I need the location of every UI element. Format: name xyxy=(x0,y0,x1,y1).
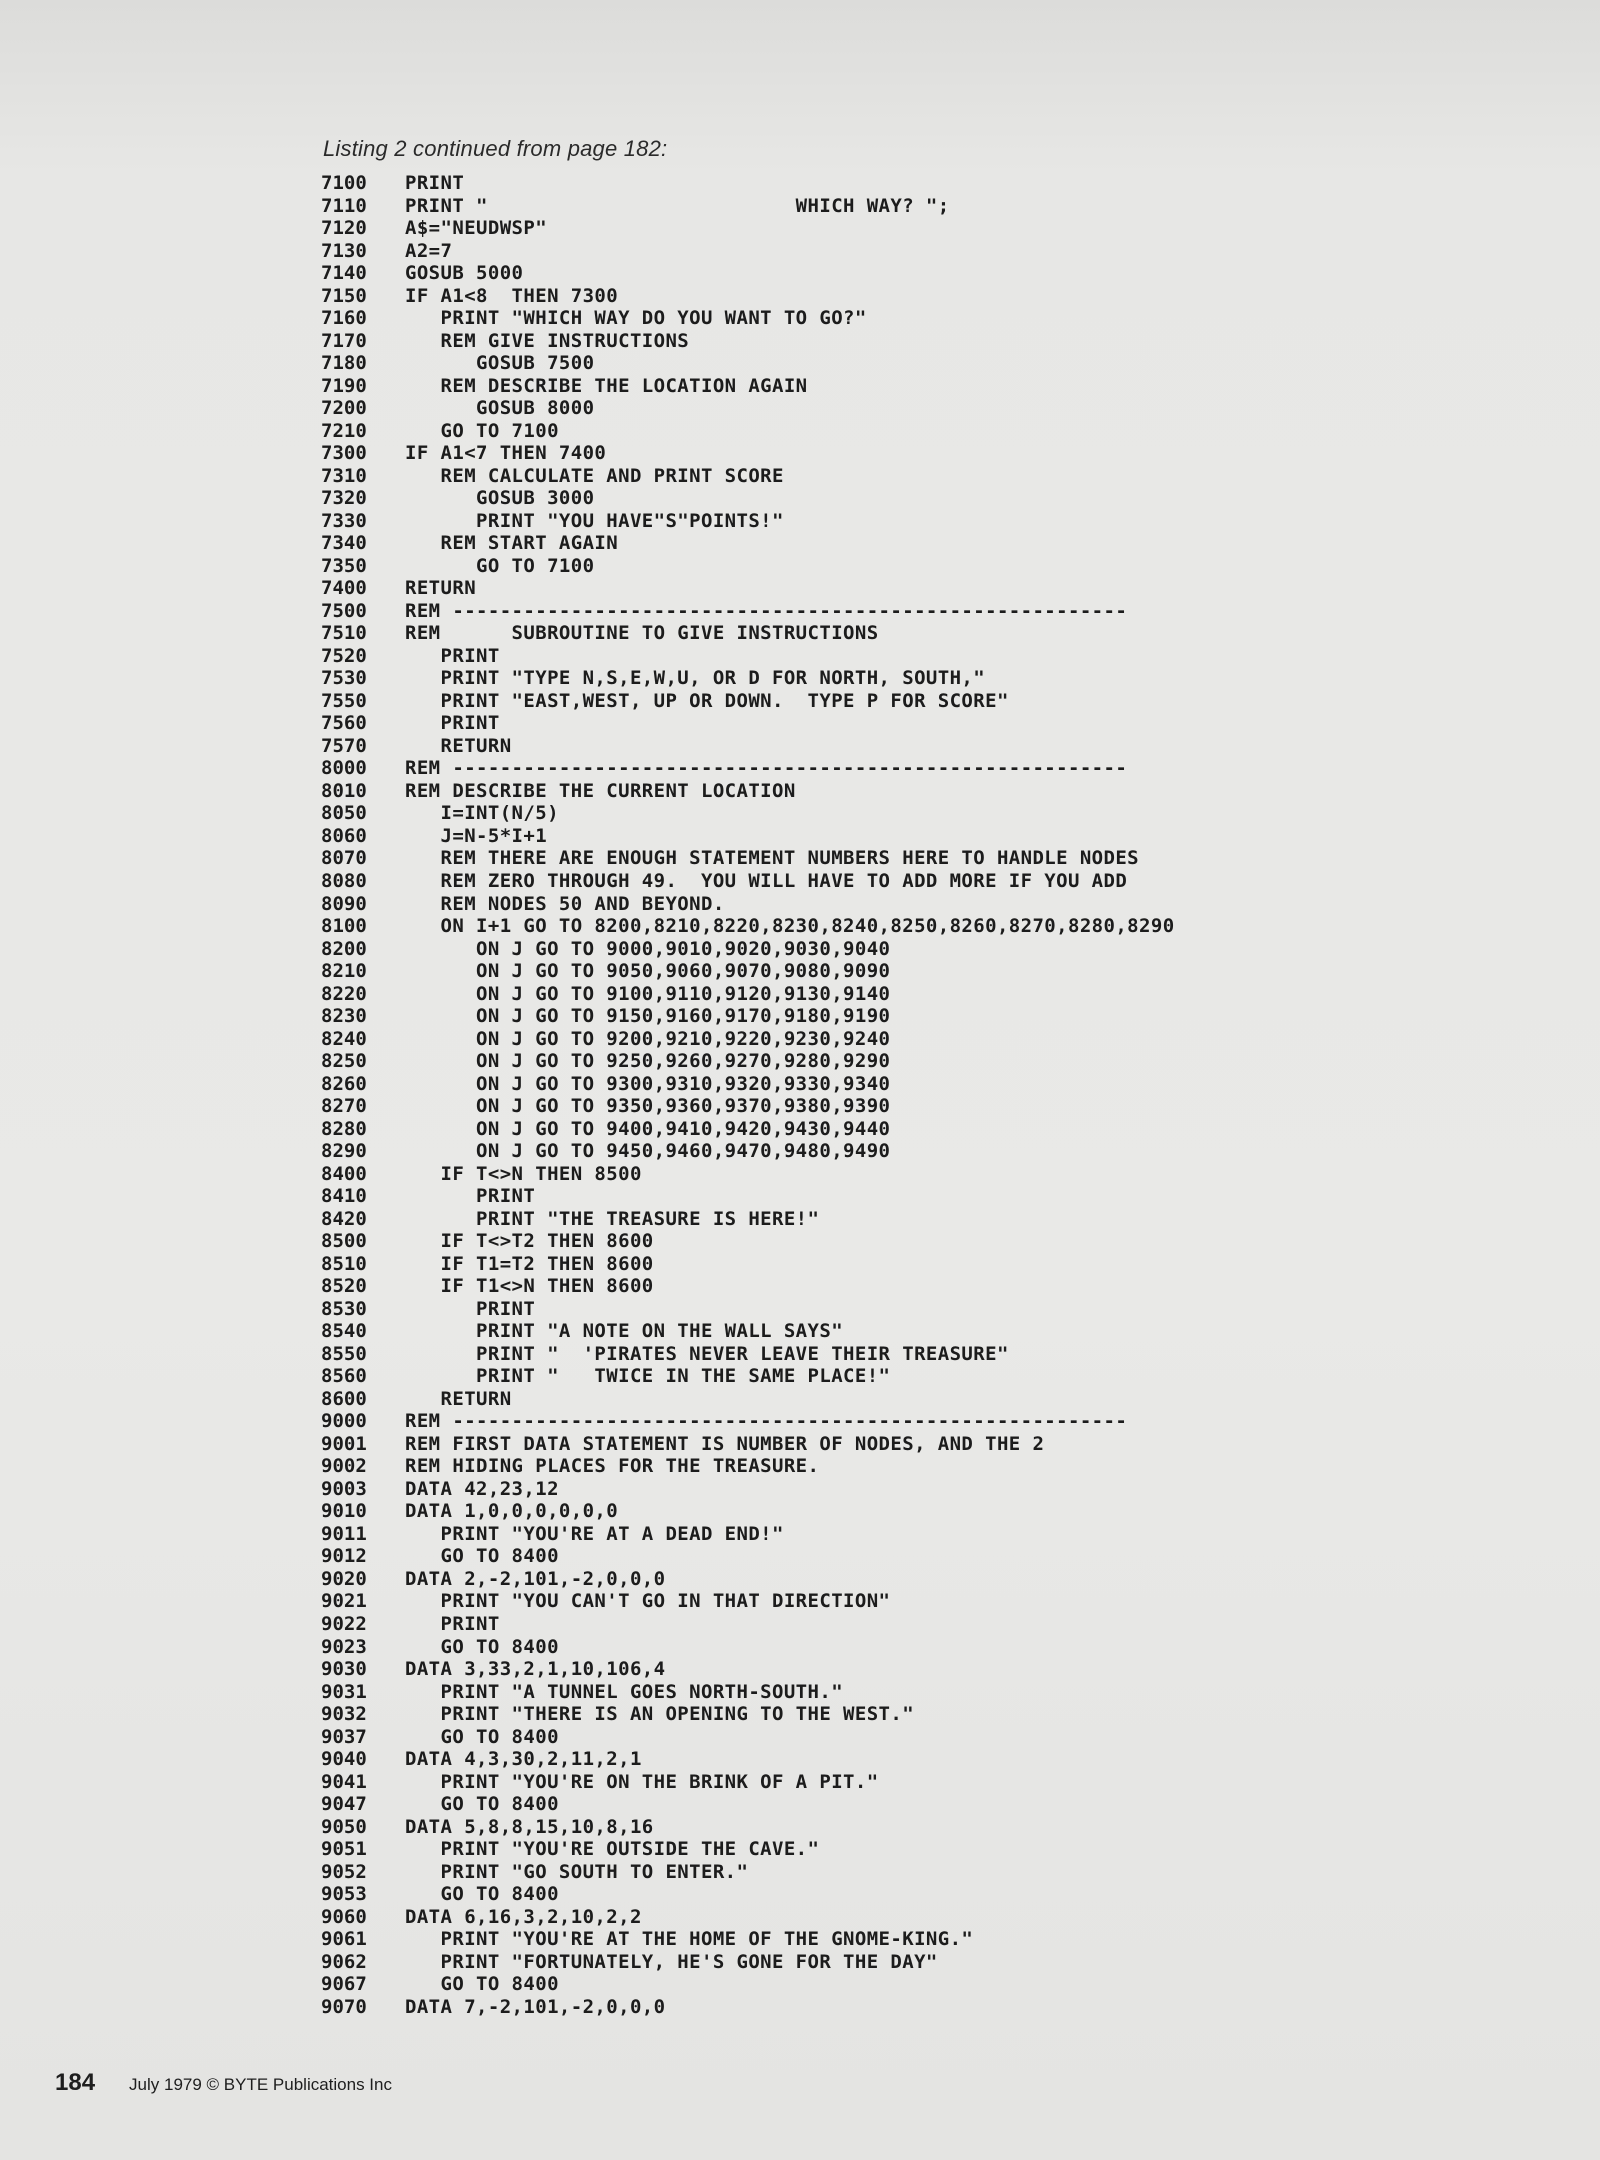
line-number: 7200 xyxy=(321,397,367,420)
line-number: 7560 xyxy=(321,712,367,735)
code-line xyxy=(321,1545,1321,1568)
line-number: 9023 xyxy=(321,1635,367,1658)
code-line xyxy=(321,1073,1321,1096)
code-line xyxy=(321,1320,1321,1343)
statement: DATA 2,-2,101,-2,0,0,0 xyxy=(405,1567,666,1590)
code-line xyxy=(321,712,1321,735)
code-line xyxy=(321,667,1321,690)
statement: REM --------------------------------------------------------- xyxy=(405,1410,1128,1433)
statement: PRINT "GO SOUTH TO ENTER." xyxy=(405,1860,749,1883)
code-line xyxy=(321,1095,1321,1118)
line-number: 9061 xyxy=(321,1928,367,1951)
statement: GO TO 8400 xyxy=(405,1545,559,1568)
line-number: 7180 xyxy=(321,352,367,375)
code-line xyxy=(321,375,1321,398)
statement: REM --------------------------------------------------------- xyxy=(405,599,1128,622)
line-number: 7350 xyxy=(321,554,367,577)
line-number: 8070 xyxy=(321,847,367,870)
line-number: 8540 xyxy=(321,1320,367,1343)
statement: GOSUB 3000 xyxy=(405,487,595,510)
line-number: 9040 xyxy=(321,1748,367,1771)
statement: REM FIRST DATA STATEMENT IS NUMBER OF NODES, AND THE 2 xyxy=(405,1432,1045,1455)
statement: REM GIVE INSTRUCTIONS xyxy=(405,329,690,352)
code-line xyxy=(321,847,1321,870)
statement: PRINT "YOU'RE AT A DEAD END!" xyxy=(405,1522,784,1545)
code-line xyxy=(321,802,1321,825)
code-line xyxy=(321,1050,1321,1073)
line-number: 8080 xyxy=(321,869,367,892)
line-number: 8240 xyxy=(321,1027,367,1050)
code-line xyxy=(321,555,1321,578)
statement: PRINT "YOU CAN'T GO IN THAT DIRECTION" xyxy=(405,1590,891,1613)
line-number: 9070 xyxy=(321,1995,367,2018)
line-number: 8600 xyxy=(321,1387,367,1410)
code-line xyxy=(321,1343,1321,1366)
line-number: 7520 xyxy=(321,644,367,667)
line-number: 7120 xyxy=(321,217,367,240)
statement: IF T<>N THEN 8500 xyxy=(405,1162,642,1185)
statement: ON J GO TO 9400,9410,9420,9430,9440 xyxy=(405,1117,891,1140)
code-line xyxy=(321,172,1321,195)
code-line xyxy=(321,195,1321,218)
code-line xyxy=(321,645,1321,668)
line-number: 7110 xyxy=(321,194,367,217)
code-line xyxy=(321,487,1321,510)
code-line xyxy=(321,735,1321,758)
statement: GOSUB 5000 xyxy=(405,262,524,285)
code-line xyxy=(321,1298,1321,1321)
code-line xyxy=(321,442,1321,465)
code-line xyxy=(321,622,1321,645)
statement: REM START AGAIN xyxy=(405,532,619,555)
statement: GO TO 7100 xyxy=(405,554,595,577)
code-line xyxy=(321,262,1321,285)
line-number: 7500 xyxy=(321,599,367,622)
statement: DATA 1,0,0,0,0,0,0 xyxy=(405,1500,619,1523)
code-line xyxy=(321,983,1321,1006)
statement: DATA 6,16,3,2,10,2,2 xyxy=(405,1905,642,1928)
line-number: 9001 xyxy=(321,1432,367,1455)
line-number: 8510 xyxy=(321,1252,367,1275)
line-number: 9003 xyxy=(321,1477,367,1500)
statement: ON J GO TO 9350,9360,9370,9380,9390 xyxy=(405,1095,891,1118)
line-number: 7510 xyxy=(321,622,367,645)
statement: ON J GO TO 9450,9460,9470,9480,9490 xyxy=(405,1140,891,1163)
code-line xyxy=(321,1973,1321,1996)
code-line xyxy=(321,1703,1321,1726)
statement: I=INT(N/5) xyxy=(405,802,559,825)
statement: J=N-5*I+1 xyxy=(405,824,548,847)
line-number: 8520 xyxy=(321,1275,367,1298)
code-line xyxy=(321,960,1321,983)
statement: GOSUB 7500 xyxy=(405,352,595,375)
code-line xyxy=(321,1681,1321,1704)
code-line xyxy=(321,397,1321,420)
publication-credit: July 1979 © BYTE Publications Inc xyxy=(129,2075,392,2094)
line-number: 9067 xyxy=(321,1973,367,1996)
statement: REM HIDING PLACES FOR THE TREASURE. xyxy=(405,1455,820,1478)
code-line xyxy=(321,1906,1321,1929)
line-number: 7320 xyxy=(321,487,367,510)
line-number: 9041 xyxy=(321,1770,367,1793)
statement: IF T<>T2 THEN 8600 xyxy=(405,1230,654,1253)
line-number: 8410 xyxy=(321,1185,367,1208)
statement: REM DESCRIBE THE LOCATION AGAIN xyxy=(405,374,808,397)
statement: ON J GO TO 9250,9260,9270,9280,9290 xyxy=(405,1050,891,1073)
line-number: 9050 xyxy=(321,1815,367,1838)
line-number: 8500 xyxy=(321,1230,367,1253)
code-line xyxy=(321,1771,1321,1794)
statement: PRINT "YOU'RE AT THE HOME OF THE GNOME-KING." xyxy=(405,1928,974,1951)
statement: A$="NEUDWSP" xyxy=(405,217,548,240)
statement: ON J GO TO 9200,9210,9220,9230,9240 xyxy=(405,1027,891,1050)
code-line xyxy=(321,870,1321,893)
statement: PRINT "THE TREASURE IS HERE!" xyxy=(405,1207,820,1230)
code-line xyxy=(321,1028,1321,1051)
statement: DATA 4,3,30,2,11,2,1 xyxy=(405,1748,642,1771)
code-line xyxy=(321,1140,1321,1163)
line-number: 8560 xyxy=(321,1365,367,1388)
code-line xyxy=(321,825,1321,848)
statement: ON J GO TO 9300,9310,9320,9330,9340 xyxy=(405,1072,891,1095)
code-line xyxy=(321,1928,1321,1951)
code-line xyxy=(321,217,1321,240)
code-line xyxy=(321,352,1321,375)
statement: PRINT " WHICH WAY? "; xyxy=(405,194,950,217)
line-number: 9053 xyxy=(321,1883,367,1906)
line-number: 8100 xyxy=(321,915,367,938)
statement: REM ZERO THROUGH 49. YOU WILL HAVE TO ADD MORE IF YOU ADD xyxy=(405,869,1128,892)
line-number: 9032 xyxy=(321,1703,367,1726)
code-line xyxy=(321,330,1321,353)
statement: REM SUBROUTINE TO GIVE INSTRUCTIONS xyxy=(405,622,879,645)
statement: PRINT "EAST,WEST, UP OR DOWN. TYPE P FOR SCORE" xyxy=(405,689,1009,712)
statement: ON I+1 GO TO 8200,8210,8220,8230,8240,8250,8260,8270,8280,8290 xyxy=(405,915,1175,938)
code-line xyxy=(321,893,1321,916)
statement: REM NODES 50 AND BEYOND. xyxy=(405,892,725,915)
statement: PRINT "WHICH WAY DO YOU WANT TO GO?" xyxy=(405,307,867,330)
line-number: 8250 xyxy=(321,1050,367,1073)
code-line xyxy=(321,1185,1321,1208)
line-number: 9002 xyxy=(321,1455,367,1478)
statement: PRINT "A NOTE ON THE WALL SAYS" xyxy=(405,1320,844,1343)
line-number: 7140 xyxy=(321,262,367,285)
statement: IF T1=T2 THEN 8600 xyxy=(405,1252,654,1275)
code-listing xyxy=(321,172,1321,2018)
statement: DATA 3,33,2,1,10,106,4 xyxy=(405,1658,666,1681)
line-number: 7550 xyxy=(321,689,367,712)
statement: RETURN xyxy=(405,734,512,757)
line-number: 9022 xyxy=(321,1613,367,1635)
statement: PRINT "YOU'RE OUTSIDE THE CAVE." xyxy=(405,1838,820,1861)
statement: PRINT "A TUNNEL GOES NORTH-SOUTH." xyxy=(405,1680,844,1703)
code-line xyxy=(321,1163,1321,1186)
line-number: 9020 xyxy=(321,1567,367,1590)
page-number: 184 xyxy=(55,2069,96,2096)
statement: GO TO 7100 xyxy=(405,419,559,442)
line-number: 9052 xyxy=(321,1860,367,1883)
statement: PRINT xyxy=(405,712,500,735)
line-number: 8060 xyxy=(321,824,367,847)
statement: A2=7 xyxy=(405,239,453,262)
line-number: 9000 xyxy=(321,1410,367,1433)
line-number: 8230 xyxy=(321,1005,367,1028)
code-line xyxy=(321,1230,1321,1253)
statement: RETURN xyxy=(405,577,477,600)
code-line xyxy=(321,1636,1321,1659)
line-number: 8260 xyxy=(321,1072,367,1095)
line-number: 7340 xyxy=(321,532,367,555)
code-line xyxy=(321,285,1321,308)
code-line xyxy=(321,690,1321,713)
code-line xyxy=(321,465,1321,488)
line-number: 7570 xyxy=(321,734,367,757)
code-line xyxy=(321,510,1321,533)
statement: DATA 42,23,12 xyxy=(405,1477,559,1500)
code-line xyxy=(321,1365,1321,1388)
code-line xyxy=(321,915,1321,938)
statement: PRINT "YOU'RE ON THE BRINK OF A PIT." xyxy=(405,1770,879,1793)
code-line xyxy=(321,1208,1321,1231)
statement: GO TO 8400 xyxy=(405,1793,559,1816)
line-number: 9047 xyxy=(321,1793,367,1816)
line-number: 8220 xyxy=(321,982,367,1005)
statement: PRINT "THERE IS AN OPENING TO THE WEST." xyxy=(405,1703,915,1726)
line-number: 9037 xyxy=(321,1725,367,1748)
code-line xyxy=(321,1005,1321,1028)
line-number: 7210 xyxy=(321,419,367,442)
statement: PRINT xyxy=(405,172,465,194)
page-footer xyxy=(55,2069,392,2097)
line-number: 8210 xyxy=(321,960,367,983)
line-number: 7400 xyxy=(321,577,367,600)
line-number: 9060 xyxy=(321,1905,367,1928)
statement: IF A1<8 THEN 7300 xyxy=(405,284,619,307)
code-line xyxy=(321,420,1321,443)
line-number: 7330 xyxy=(321,509,367,532)
code-line xyxy=(321,757,1321,780)
line-number: 7170 xyxy=(321,329,367,352)
line-number: 8290 xyxy=(321,1140,367,1163)
statement: PRINT xyxy=(405,644,500,667)
statement: PRINT " TWICE IN THE SAME PLACE!" xyxy=(405,1365,891,1388)
code-line xyxy=(321,1568,1321,1591)
line-number: 8200 xyxy=(321,937,367,960)
line-number: 9010 xyxy=(321,1500,367,1523)
statement: PRINT " 'PIRATES NEVER LEAVE THEIR TREASURE" xyxy=(405,1342,1009,1365)
statement: IF A1<7 THEN 7400 xyxy=(405,442,607,465)
line-number: 9012 xyxy=(321,1545,367,1568)
code-line xyxy=(321,1658,1321,1681)
code-line xyxy=(321,1388,1321,1411)
statement: REM --------------------------------------------------------- xyxy=(405,757,1128,780)
code-line xyxy=(321,1613,1321,1636)
code-line xyxy=(321,1748,1321,1771)
statement: IF T1<>N THEN 8600 xyxy=(405,1275,654,1298)
statement: ON J GO TO 9150,9160,9170,9180,9190 xyxy=(405,1005,891,1028)
line-number: 7160 xyxy=(321,307,367,330)
code-line xyxy=(321,1951,1321,1974)
code-line xyxy=(321,307,1321,330)
code-line xyxy=(321,1455,1321,1478)
statement: GO TO 8400 xyxy=(405,1635,559,1658)
line-number: 9031 xyxy=(321,1680,367,1703)
line-number: 8050 xyxy=(321,802,367,825)
line-number: 8090 xyxy=(321,892,367,915)
code-line xyxy=(321,1726,1321,1749)
line-number: 8000 xyxy=(321,757,367,780)
statement: PRINT xyxy=(405,1185,536,1208)
code-line xyxy=(321,1816,1321,1839)
line-number: 8400 xyxy=(321,1162,367,1185)
code-line xyxy=(321,1433,1321,1456)
code-line xyxy=(321,1410,1321,1433)
code-line xyxy=(321,1500,1321,1523)
code-line xyxy=(321,780,1321,803)
statement: PRINT "TYPE N,S,E,W,U, OR D FOR NORTH, SOUTH," xyxy=(405,667,986,690)
code-line xyxy=(321,532,1321,555)
statement: ON J GO TO 9000,9010,9020,9030,9040 xyxy=(405,937,891,960)
line-number: 7530 xyxy=(321,667,367,690)
statement: GO TO 8400 xyxy=(405,1973,559,1996)
line-number: 9062 xyxy=(321,1950,367,1973)
code-line xyxy=(321,1883,1321,1906)
code-line xyxy=(321,240,1321,263)
listing-caption: Listing 2 continued from page 182: xyxy=(323,136,668,161)
line-number: 9021 xyxy=(321,1590,367,1613)
line-number: 7130 xyxy=(321,239,367,262)
statement: ON J GO TO 9100,9110,9120,9130,9140 xyxy=(405,982,891,1005)
statement: RETURN xyxy=(405,1387,512,1410)
statement: PRINT "FORTUNATELY, HE'S GONE FOR THE DAY" xyxy=(405,1950,938,1973)
line-number: 8420 xyxy=(321,1207,367,1230)
code-line xyxy=(321,1838,1321,1861)
statement: GO TO 8400 xyxy=(405,1725,559,1748)
line-number: 8550 xyxy=(321,1342,367,1365)
line-number: 8010 xyxy=(321,779,367,802)
code-line xyxy=(321,1861,1321,1884)
statement: REM CALCULATE AND PRINT SCORE xyxy=(405,464,784,487)
statement: DATA 5,8,8,15,10,8,16 xyxy=(405,1815,654,1838)
line-number: 8530 xyxy=(321,1297,367,1320)
code-line xyxy=(321,938,1321,961)
line-number: 7150 xyxy=(321,284,367,307)
code-line xyxy=(321,577,1321,600)
code-line xyxy=(321,1118,1321,1141)
code-line xyxy=(321,1793,1321,1816)
statement: GO TO 8400 xyxy=(405,1883,559,1906)
code-line xyxy=(321,1996,1321,2019)
line-number: 8270 xyxy=(321,1095,367,1118)
code-line xyxy=(321,1478,1321,1501)
statement: PRINT xyxy=(405,1297,536,1320)
code-line xyxy=(321,1253,1321,1276)
line-number: 8280 xyxy=(321,1117,367,1140)
statement: GOSUB 8000 xyxy=(405,397,595,420)
statement: PRINT "YOU HAVE"S"POINTS!" xyxy=(405,509,784,532)
code-line xyxy=(321,1590,1321,1613)
statement: PRINT xyxy=(405,1613,500,1635)
line-number: 9011 xyxy=(321,1522,367,1545)
code-line xyxy=(321,600,1321,623)
line-number: 7310 xyxy=(321,464,367,487)
line-number: 9030 xyxy=(321,1658,367,1681)
line-number: 7300 xyxy=(321,442,367,465)
line-number: 7190 xyxy=(321,374,367,397)
statement: DATA 7,-2,101,-2,0,0,0 xyxy=(405,1995,666,2018)
code-line xyxy=(321,1275,1321,1298)
statement: REM THERE ARE ENOUGH STATEMENT NUMBERS HERE TO HANDLE NODES xyxy=(405,847,1140,870)
line-number: 7100 xyxy=(321,172,367,194)
code-line xyxy=(321,1523,1321,1546)
line-number: 9051 xyxy=(321,1838,367,1861)
statement: ON J GO TO 9050,9060,9070,9080,9090 xyxy=(405,960,891,983)
statement: REM DESCRIBE THE CURRENT LOCATION xyxy=(405,779,796,802)
